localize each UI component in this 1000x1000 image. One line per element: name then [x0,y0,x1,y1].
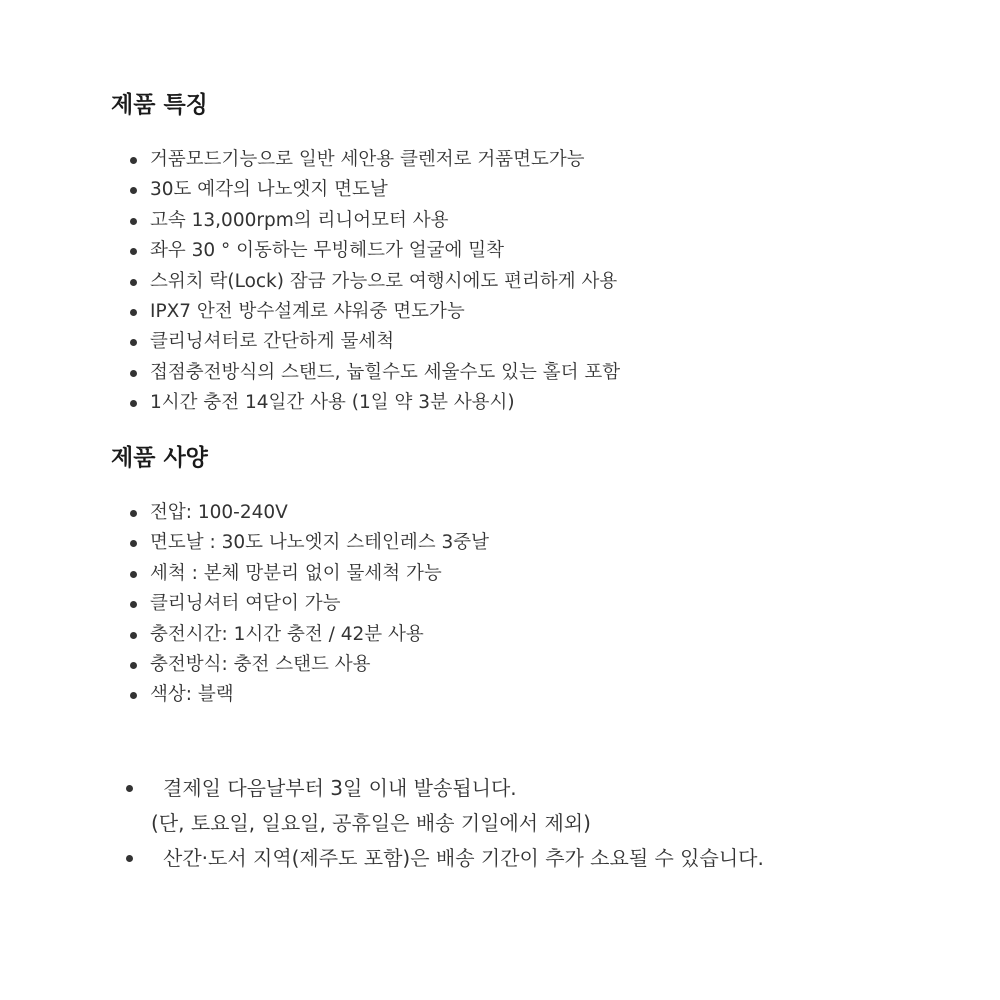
list-item-text: 전압: 100-240V [150,502,288,523]
bullet-icon [130,309,137,316]
bullet-icon [130,571,137,578]
list-item [130,498,489,528]
list-item-text: 클리닝셔터로 간단하게 물세척 [150,331,395,353]
specs-heading: 제품 사양 [111,445,208,471]
remote-area-notice-text: 산간·도서 지역(제주도 포함)은 배송 기간이 추가 소요될 수 있습니다. [163,846,764,870]
bullet-icon [130,632,137,639]
list-item-text: 충전방식: 충전 스탠드 사용 [150,653,371,675]
list-item-text: 접점충전방식의 스탠드, 눕힐수도 세울수도 있는 홀더 포함 [150,361,621,383]
shipping-notice-list [126,771,764,876]
list-item-text: IPX7 안전 방수설계로 샤워중 면도가능 [150,300,465,322]
list-item-text: 충전시간: 1시간 충전 / 42분 사용 [150,623,424,645]
bullet-icon [130,218,137,225]
shipping-notice-text: 결제일 다음날부터 3일 이내 발송됩니다. [163,776,517,800]
list-item [130,267,620,297]
list-item-text: 클리닝셔터 여닫이 가능 [150,593,341,615]
list-item [130,559,489,589]
list-item [130,589,489,619]
list-item [130,206,620,236]
bullet-icon [130,248,137,255]
list-item-text: 거품모드기능으로 일반 세안용 클렌저로 거품면도가능 [150,149,585,170]
list-item [130,650,489,680]
bullet-icon [130,510,137,517]
bullet-icon [130,157,137,164]
specs-list [130,498,489,711]
bullet-icon [130,279,137,286]
list-item-text: 좌우 30 ° 이동하는 무빙헤드가 얼굴에 밀착 [150,240,505,262]
list-item [130,145,620,175]
list-item [130,327,620,357]
list-item-text: 색상: 블랙 [150,684,234,706]
list-item-text: 고속 13,000rpm의 리니어모터 사용 [150,209,449,231]
list-item [130,358,620,388]
list-item-text: 면도날 : 30도 나노엣지 스테인레스 3중날 [150,532,490,554]
list-item [130,680,489,710]
features-heading: 제품 특징 [111,92,208,118]
features-list [130,145,620,419]
bullet-icon [130,540,137,547]
bullet-icon [126,855,133,862]
list-item [130,236,620,266]
bullet-icon [130,187,137,194]
list-item [130,388,620,418]
list-item-text: 세척 : 본체 망분리 없이 물세척 가능 [150,562,442,584]
shipping-notice-item [126,771,764,841]
list-item [130,175,620,205]
bullet-icon [130,339,137,346]
remote-area-notice-item [126,841,764,876]
list-item [130,528,489,558]
bullet-icon [130,692,137,699]
list-item-text: 1시간 충전 14일간 사용 (1일 약 3분 사용시) [150,392,515,414]
bullet-icon [130,370,137,377]
bullet-icon [130,662,137,669]
bullet-icon [130,400,137,407]
list-item-text: 30도 예각의 나노엣지 면도날 [150,179,388,201]
list-item [130,620,489,650]
bullet-icon [126,785,133,792]
bullet-icon [130,601,137,608]
list-item [130,297,620,327]
list-item-text: 스위치 락(Lock) 잠금 가능으로 여행시에도 편리하게 사용 [150,270,618,292]
shipping-exception-text: (단, 토요일, 일요일, 공휴일은 배송 기일에서 제외) [151,811,591,835]
